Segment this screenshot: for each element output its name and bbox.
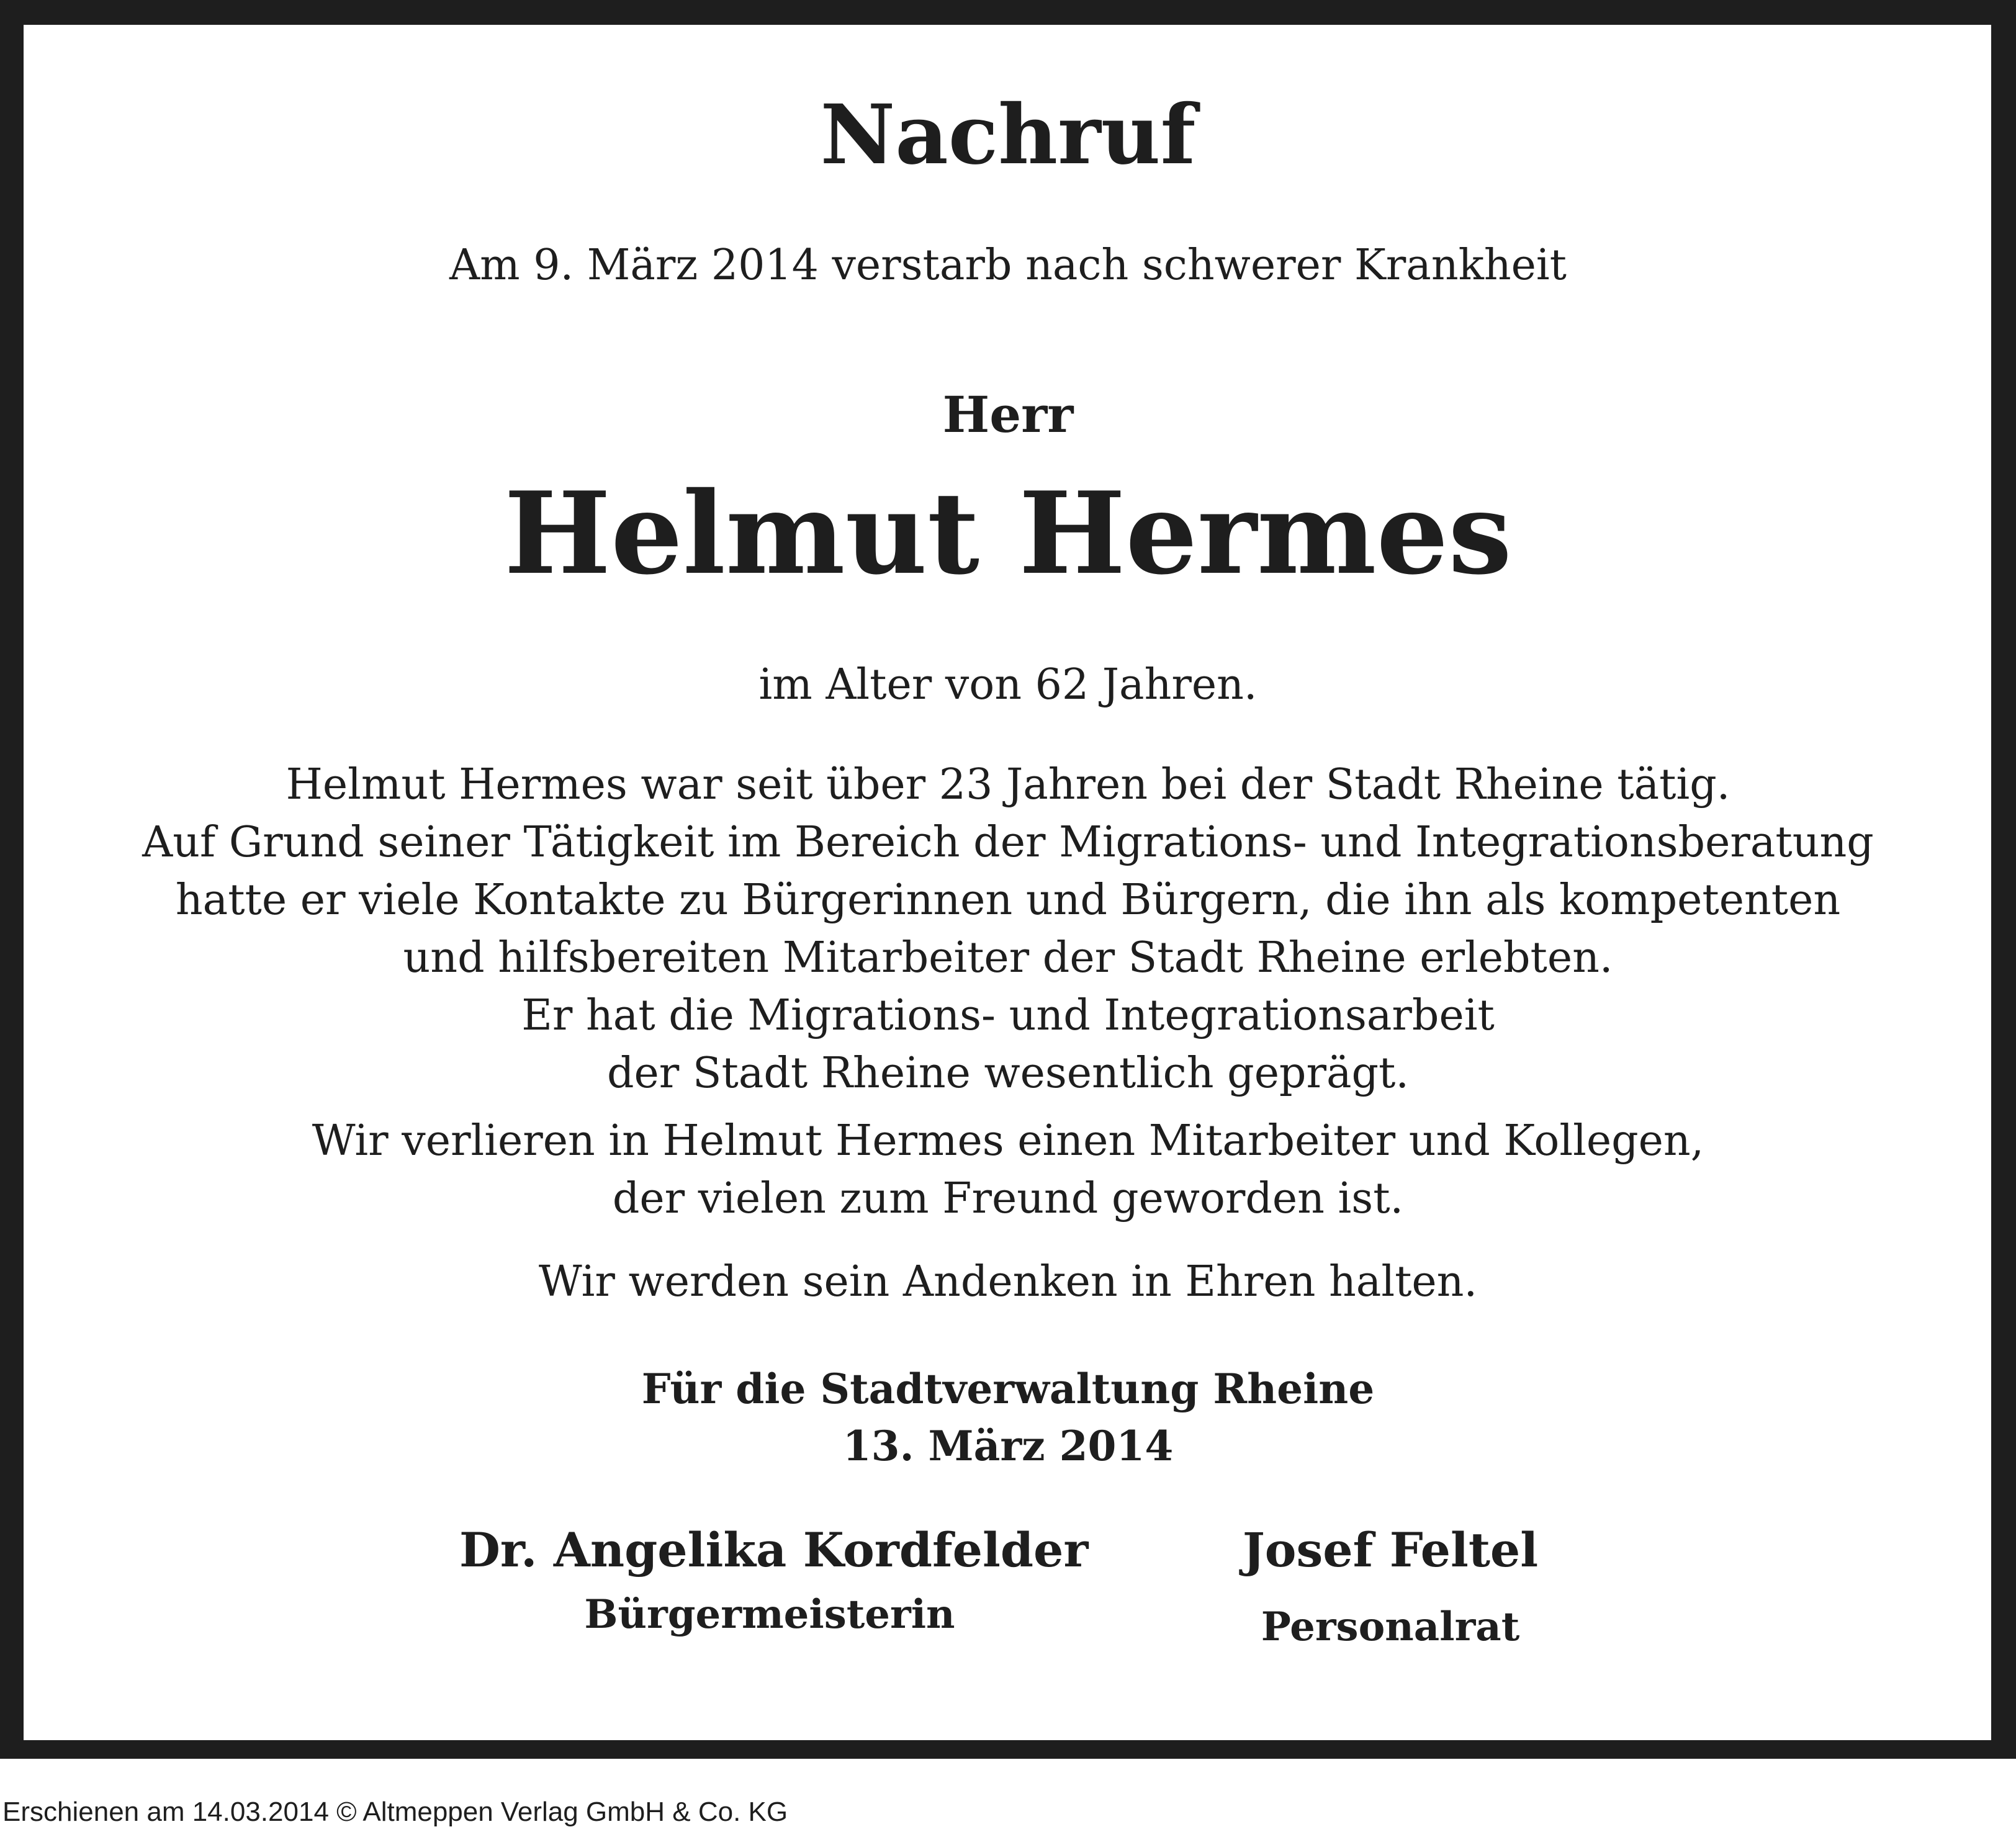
signatory-role: Bürgermeisterin [584, 1591, 955, 1638]
signatory-mayor [459, 1522, 1089, 1638]
signatory-name: Josef Feltel [1242, 1522, 1539, 1578]
signatory-role: Personalrat [1261, 1604, 1520, 1650]
closing-line: Wir werden sein Andenken in Ehren halten. [538, 1257, 1478, 1306]
sender-organization: Für die Stadtverwaltung Rheine [641, 1365, 1375, 1413]
tribute-line: hatte er viele Kontakte zu Bürgerinnen und Bürgern, die ihn als kompetenten [175, 876, 1841, 925]
tribute-line: Er hat die Migrations- und Integrationsarbeit [521, 991, 1495, 1040]
signatory-staff-council [1192, 1522, 1589, 1650]
tribute-line: Helmut Hermes war seit über 23 Jahren bei der Stadt Rheine tätig. [286, 760, 1730, 809]
signatory-name: Dr. Angelika Kordfelder [459, 1522, 1089, 1578]
tribute-line: Auf Grund seiner Tätigkeit im Bereich der Migrations- und Integrationsberatung [142, 818, 1874, 867]
intro-text: Am 9. März 2014 verstarb nach schwerer Krankheit [449, 241, 1567, 290]
notice-date: 13. März 2014 [842, 1422, 1174, 1470]
loss-paragraph [0, 1112, 2016, 1228]
age-line: im Alter von 62 Jahren. [758, 660, 1258, 709]
publication-footer: Erschienen am 14.03.2014 © Altmeppen Verlag GmbH & Co. KG [2, 1797, 788, 1827]
notice-heading: Nachruf [820, 87, 1196, 183]
tribute-line: und hilfsbereiten Mitarbeiter der Stadt Rheine erlebten. [403, 933, 1613, 982]
honorific: Herr [942, 385, 1074, 444]
sender-block [0, 1360, 2016, 1475]
loss-line: der vielen zum Freund geworden ist. [612, 1174, 1404, 1223]
tribute-paragraph [0, 756, 2016, 1102]
tribute-line: der Stadt Rheine wesentlich geprägt. [607, 1049, 1409, 1098]
deceased-name: Helmut Hermes [504, 467, 1512, 599]
loss-line: Wir verlieren in Helmut Hermes einen Mitarbeiter und Kollegen, [312, 1116, 1704, 1165]
